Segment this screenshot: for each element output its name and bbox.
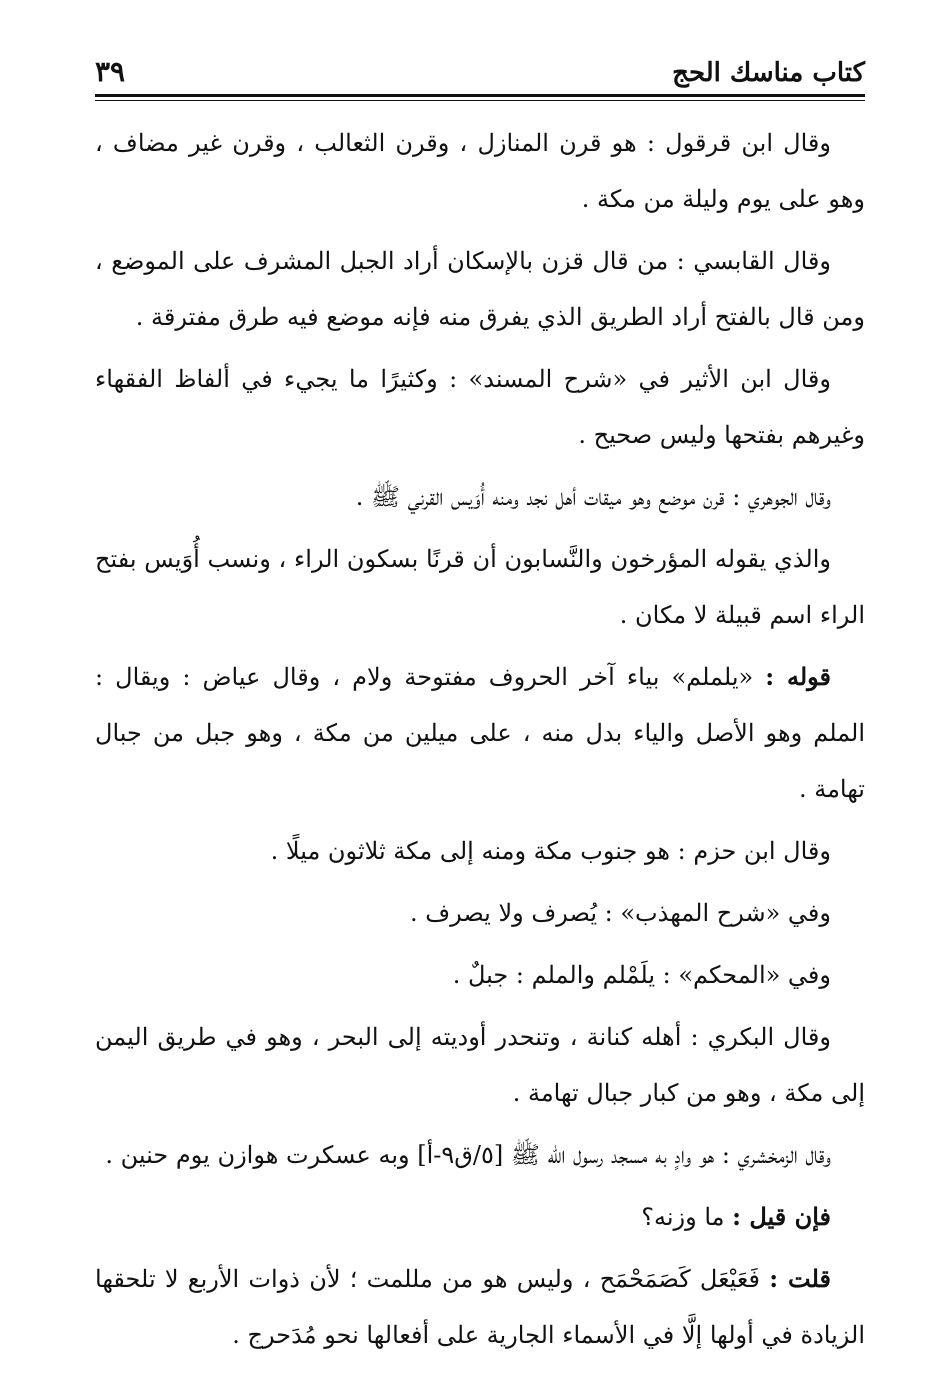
paragraph-text: وقال البكري : أهله كنانة ، وتنحدر أوديته إلى البحر ، وهو في طريق اليمن إلى مكة ، وهو من كبار جبال تهامة . [95,1023,865,1107]
paragraph [95,1127,865,1183]
book-page [95,48,865,1369]
page-body [95,115,865,1363]
header-rule-thick [95,94,865,97]
paragraph-lead: قلت : [769,1264,831,1293]
paragraph-text: وقال ابن الأثير في «شرح المسند» : وكثيرًا ما يجيء في ألفاظ الفقهاء وغيرهم بفتحها وليس صحيح . [95,365,865,449]
paragraph [95,885,865,941]
paragraph [95,649,865,817]
paragraph-text: وفي «المحكم» : يلَمْلم والملم : جبلٌ . [452,961,831,989]
paragraph-text: وقال الزمخشري : هو وادٍ به مسجد رسول الله ﷺ [٥/ق٩-أ] وبه عسكرت هوازن يوم حنين . [105,1141,831,1169]
paragraph-text: وقال القابسي : من قال قزن بالإسكان أراد الجبل المشرف على الموضع ، ومن قال بالفتح أراد الطريق الذي يفرق منه فإنه موضع فيه طرق مفترقة . [95,247,865,331]
paragraph [95,1251,865,1363]
paragraph-text: وقال ابن قرقول : هو قرن المنازل ، وقرن الثعالب ، وقرن غير مضاف ، وهو على يوم وليلة من مكة . [95,129,865,213]
paragraph [95,1009,865,1121]
paragraph-text: فَعَيْعَل كَصَمَحْمَح ، وليس هو من مللمت ؛ لأن ذوات الأربع لا تلحقها الزيادة في أولها إلَّا في الأسماء الجارية على أفعالها نحو مُدَحرج . [95,1265,865,1349]
paragraph-text: ما وزنه؟ [641,1203,733,1231]
header-rule-thin [95,100,865,101]
paragraph-text: والذي يقوله المؤرخون والنَّسابون أن قرنًا بسكون الراء ، ونسب أُوَيس بفتح الراء اسم قبيلة لا مكان . [95,545,865,629]
paragraph-lead: قوله : [765,662,831,691]
paragraph-text: «يلملم» بياء آخر الحروف مفتوحة ولام ، وقال عياض : ويقال : الملم وهو الأصل والياء بدل منه ، على ميلين من مكة ، وهو جبل من جبال تهامة . [95,663,865,803]
page-header [95,48,865,88]
paragraph [95,351,865,463]
paragraph-text: وفي «شرح المهذب» : يُصرف ولا يصرف . [409,899,831,927]
paragraph [95,115,865,227]
paragraph [95,823,865,879]
paragraph-lead: فإن قيل : [732,1202,831,1231]
paragraph [95,1189,865,1245]
paragraph [95,469,865,525]
paragraph [95,531,865,643]
paragraph-text: وقال الجوهري : قرن موضع وهو ميقات أهل نجد ومنه أُوَيس القرني ﷺ . [355,483,831,511]
paragraph [95,947,865,1003]
paragraph-text: وقال ابن حزم : هو جنوب مكة ومنه إلى مكة ثلاثون ميلًا . [270,837,831,865]
paragraph [95,233,865,345]
page-number: ٣٩ [95,55,126,88]
running-title: كتاب مناسك الحج [672,58,865,88]
